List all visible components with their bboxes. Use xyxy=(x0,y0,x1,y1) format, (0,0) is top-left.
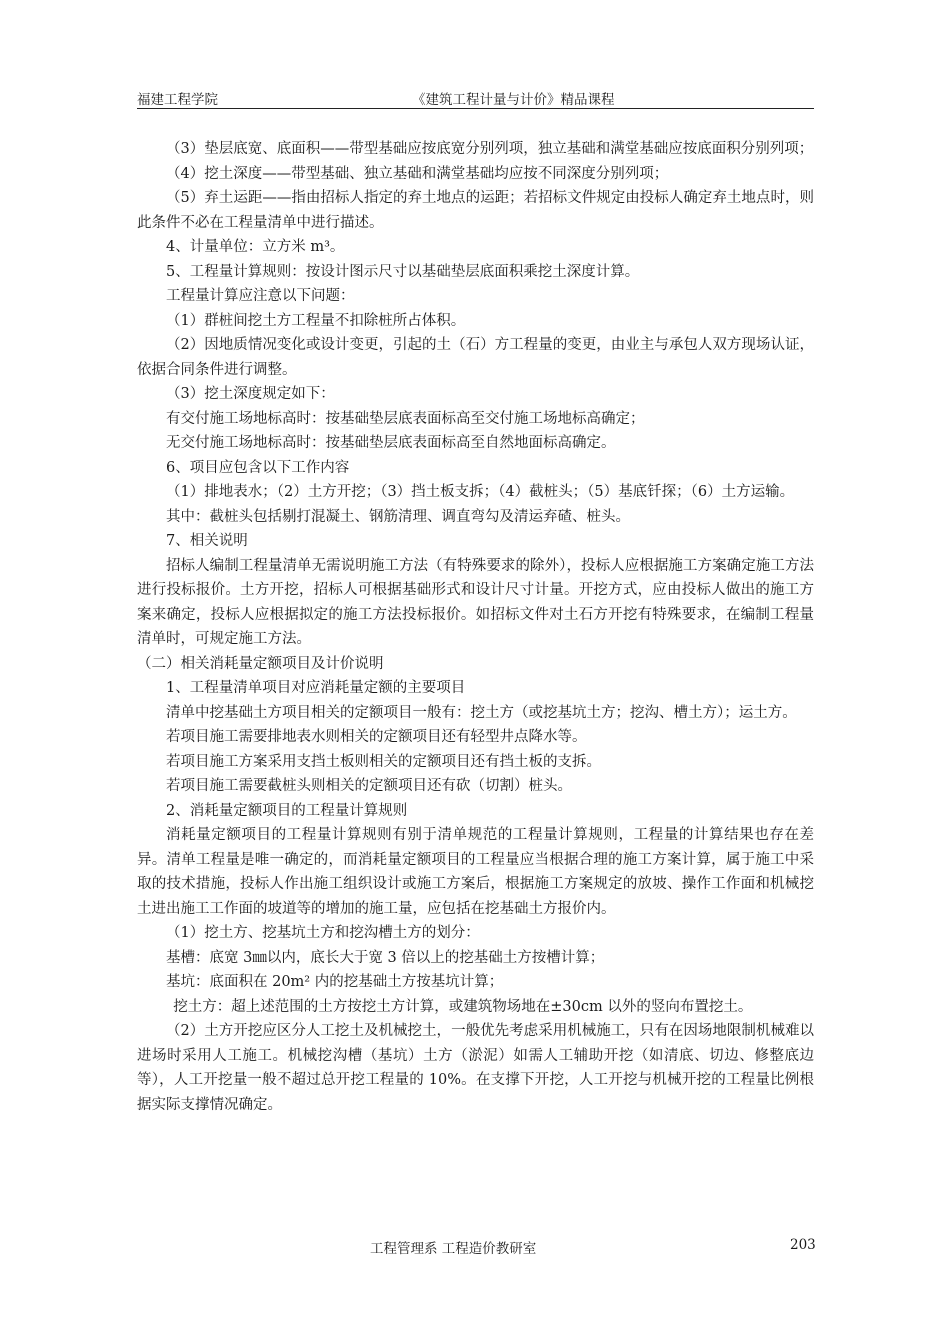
paragraph: 消耗量定额项目的工程量计算规则有别于清单规范的工程量计算规则，工程量的计算结果也存在差异。清单工程量是唯一确定的，而消耗量定额项目的工程量应当根据合理的施工方案计算，属于施工中采取的技术措施，投标人作出施工组织设计或施工方案后，根据施工方案规定的放坡、操作工作面和机械挖土进出施工工作面的坡道等的增加的施工量，应包括在挖基础土方报价内。 xyxy=(137,827,814,917)
paragraph: （二）相关消耗量定额项目及计价说明 xyxy=(137,655,384,672)
paragraph: （4）挖土深度——带型基础、独立基础和满堂基础均应按不同深度分别列项； xyxy=(166,165,669,182)
paragraph: （2）土方开挖应区分人工挖土及机械挖土，一般优先考虑采用机械施工，只有在因场地限制机械难以进场时采用人工施工。机械挖沟槽（基坑）土方（淤泥）如需人工辅助开挖（如清底、切边、修整底边等），人工开挖量一般不超过总开挖工程量的 10%。在支撑下开挖，人工开挖与机械开挖的工程量比例根据实际支撑情况确定。 xyxy=(137,1023,814,1113)
paragraph: 2、消耗量定额项目的工程量计算规则 xyxy=(166,802,408,819)
paragraph: （1）群桩间挖土方工程量不扣除桩所占体积。 xyxy=(166,312,466,329)
paragraph: 7、相关说明 xyxy=(166,533,248,549)
paragraph: 基槽：底宽 3㎜以内，底长大于宽 3 倍以上的挖基础土方按槽计算； xyxy=(166,949,605,966)
paragraph: （1）排地表水；（2）土方开挖；（3）挡土板支拆；（4）截桩头；（5）基底钎探；（6）土方运输。 xyxy=(166,484,795,500)
paragraph: 5、工程量计算规则：按设计图示尺寸以基础垫层底面积乘挖土深度计算。 xyxy=(166,263,640,280)
header-course-title: 《建筑工程计量与计价》精品课程 xyxy=(412,92,615,108)
page-header xyxy=(137,86,814,109)
paragraph: 4、计量单位：立方米 m³。 xyxy=(166,239,345,255)
paragraph: 1、工程量清单项目对应消耗量定额的主要项目 xyxy=(166,680,466,696)
paragraph: 若项目施工需要截桩头则相关的定额项目还有砍（切割）桩头。 xyxy=(166,778,572,794)
paragraph: 工程量计算应注意以下问题： xyxy=(166,288,355,304)
paragraph: 6、项目应包含以下工作内容 xyxy=(166,459,350,476)
footer-department: 工程管理系 工程造价教研室 xyxy=(370,1241,537,1257)
paragraph: 有交付施工场地标高时：按基础垫层底表面标高至交付施工场地标高确定； xyxy=(166,410,645,427)
header-school: 福建工程学院 xyxy=(137,92,218,108)
paragraph: 若项目施工需要排地表水则相关的定额项目还有轻型井点降水等。 xyxy=(166,729,587,745)
paragraph: 基坑：底面积在 20m² 内的挖基础土方按基坑计算； xyxy=(166,974,504,990)
paragraph: 其中：截桩头包括剔打混凝土、钢筋清理、调直弯勾及清运弃碴、桩头。 xyxy=(166,508,630,525)
paragraph: 招标人编制工程量清单无需说明施工方法（有特殊要求的除外），投标人应根据施工方案确定施工方法进行投标报价。土方开挖，招标人可根据基础形式和设计尺寸计量。开挖方式，应由投标人做出的施工方案来确定，投标人应根据拟定的施工方法投标报价。如招标文件对土石方开挖有特殊要求，在编制工程量清单时，可规定施工方法。 xyxy=(137,557,814,647)
paragraph: 挖土方：超上述范围的土方按挖土方计算，或建筑物场地在±30cm 以外的竖向布置挖土。 xyxy=(173,998,753,1015)
paragraph: （2）因地质情况变化或设计变更，引起的土（石）方工程量的变更，由业主与承包人双方现场认证，依据合同条件进行调整。 xyxy=(137,337,814,378)
document-body xyxy=(137,137,814,1117)
paragraph: 若项目施工方案采用支挡土板则相关的定额项目还有挡土板的支拆。 xyxy=(166,753,601,770)
paragraph: 无交付施工场地标高时：按基础垫层底表面标高至自然地面标高确定。 xyxy=(166,435,616,451)
paragraph: 清单中挖基础土方项目相关的定额项目一般有：挖土方（或挖基坑土方；挖沟、槽土方）；运土方。 xyxy=(166,704,797,721)
page-number: 203 xyxy=(790,1237,816,1253)
paragraph: （3）挖土深度规定如下： xyxy=(166,386,335,402)
paragraph: （1）挖土方、挖基坑土方和挖沟槽土方的划分： xyxy=(166,925,480,941)
paragraph: （5）弃土运距——指由招标人指定的弃土地点的运距；若招标文件规定由投标人确定弃土地点时，则此条件不必在工程量清单中进行描述。 xyxy=(137,190,814,231)
paragraph: （3）垫层底宽、底面积——带型基础应按底宽分别列项，独立基础和满堂基础应按底面积分别列项； xyxy=(166,141,814,157)
